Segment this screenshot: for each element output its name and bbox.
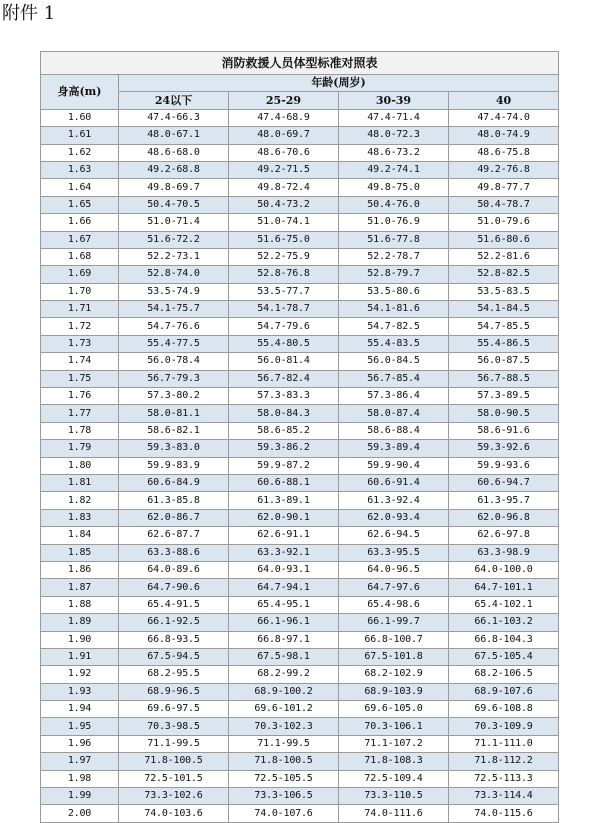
range-40: 56.0-87.5 [449, 353, 559, 370]
range-30-39: 52.2-78.7 [339, 248, 449, 265]
range-under-24: 65.4-91.5 [119, 596, 229, 613]
range-40: 49.2-76.8 [449, 161, 559, 178]
range-25-29: 52.2-75.9 [229, 248, 339, 265]
range-under-24: 69.6-97.5 [119, 701, 229, 718]
range-under-24: 62.6-87.7 [119, 527, 229, 544]
table-row [41, 266, 559, 283]
range-40: 61.3-95.7 [449, 492, 559, 509]
range-25-29: 62.6-91.1 [229, 527, 339, 544]
range-40: 51.6-80.6 [449, 231, 559, 248]
table-row [41, 544, 559, 561]
table-row [41, 248, 559, 265]
range-30-39: 66.8-100.7 [339, 631, 449, 648]
range-25-29: 71.1-99.5 [229, 735, 339, 752]
range-40: 52.2-81.6 [449, 248, 559, 265]
range-30-39: 66.1-99.7 [339, 614, 449, 631]
range-under-24: 50.4-70.5 [119, 196, 229, 213]
range-under-24: 63.3-88.6 [119, 544, 229, 561]
range-under-24: 73.3-102.6 [119, 788, 229, 805]
range-30-39: 59.9-90.4 [339, 457, 449, 474]
range-25-29: 69.6-101.2 [229, 701, 339, 718]
range-40: 68.9-107.6 [449, 683, 559, 700]
range-under-24: 57.3-80.2 [119, 388, 229, 405]
range-30-39: 47.4-71.4 [339, 109, 449, 126]
table-row [41, 753, 559, 770]
range-25-29: 53.5-77.7 [229, 283, 339, 300]
height-cell: 1.73 [41, 335, 119, 352]
range-30-39: 49.8-75.0 [339, 179, 449, 196]
range-25-29: 67.5-98.1 [229, 648, 339, 665]
range-25-29: 51.6-75.0 [229, 231, 339, 248]
table-row [41, 509, 559, 526]
range-30-39: 67.5-101.8 [339, 648, 449, 665]
table-row [41, 214, 559, 231]
range-40: 59.9-93.6 [449, 457, 559, 474]
height-cell: 1.97 [41, 753, 119, 770]
height-cell: 1.94 [41, 701, 119, 718]
range-30-39: 65.4-98.6 [339, 596, 449, 613]
range-under-24: 54.7-76.6 [119, 318, 229, 335]
height-cell: 1.65 [41, 196, 119, 213]
table-title: 消防救援人员体型标准对照表 [41, 52, 559, 75]
height-cell: 1.90 [41, 631, 119, 648]
range-25-29: 61.3-89.1 [229, 492, 339, 509]
height-cell: 1.74 [41, 353, 119, 370]
table-row [41, 561, 559, 578]
range-25-29: 72.5-105.5 [229, 770, 339, 787]
range-25-29: 49.8-72.4 [229, 179, 339, 196]
range-under-24: 49.8-69.7 [119, 179, 229, 196]
range-under-24: 67.5-94.5 [119, 648, 229, 665]
table-body [41, 109, 559, 822]
height-cell: 1.86 [41, 561, 119, 578]
range-30-39: 51.0-76.9 [339, 214, 449, 231]
range-25-29: 66.1-96.1 [229, 614, 339, 631]
age-group-header: 年龄(周岁) [119, 75, 559, 92]
range-under-24: 51.0-71.4 [119, 214, 229, 231]
range-25-29: 58.0-84.3 [229, 405, 339, 422]
range-under-24: 56.7-79.3 [119, 370, 229, 387]
range-25-29: 56.0-81.4 [229, 353, 339, 370]
range-under-24: 64.7-90.6 [119, 579, 229, 596]
range-40: 68.2-106.5 [449, 666, 559, 683]
range-25-29: 74.0-107.6 [229, 805, 339, 822]
range-30-39: 60.6-91.4 [339, 474, 449, 491]
range-under-24: 52.8-74.0 [119, 266, 229, 283]
range-25-29: 48.0-69.7 [229, 127, 339, 144]
height-cell: 1.63 [41, 161, 119, 178]
range-30-39: 56.0-84.5 [339, 353, 449, 370]
height-cell: 1.68 [41, 248, 119, 265]
height-cell: 1.79 [41, 440, 119, 457]
range-30-39: 68.9-103.9 [339, 683, 449, 700]
range-25-29: 71.8-100.5 [229, 753, 339, 770]
table-row [41, 788, 559, 805]
height-cell: 1.99 [41, 788, 119, 805]
range-30-39: 58.0-87.4 [339, 405, 449, 422]
range-30-39: 62.0-93.4 [339, 509, 449, 526]
range-40: 53.5-83.5 [449, 283, 559, 300]
range-40: 47.4-74.0 [449, 109, 559, 126]
table-row [41, 109, 559, 126]
range-40: 54.1-84.5 [449, 301, 559, 318]
range-under-24: 52.2-73.1 [119, 248, 229, 265]
range-under-24: 53.5-74.9 [119, 283, 229, 300]
range-25-29: 59.9-87.2 [229, 457, 339, 474]
range-30-39: 54.1-81.6 [339, 301, 449, 318]
height-cell: 1.70 [41, 283, 119, 300]
table-row [41, 388, 559, 405]
range-25-29: 55.4-80.5 [229, 335, 339, 352]
range-40: 72.5-113.3 [449, 770, 559, 787]
height-cell: 1.75 [41, 370, 119, 387]
range-25-29: 51.0-74.1 [229, 214, 339, 231]
range-40: 59.3-92.6 [449, 440, 559, 457]
range-under-24: 74.0-103.6 [119, 805, 229, 822]
table-row [41, 370, 559, 387]
range-40: 49.8-77.7 [449, 179, 559, 196]
range-30-39: 57.3-86.4 [339, 388, 449, 405]
range-30-39: 69.6-105.0 [339, 701, 449, 718]
height-cell: 1.62 [41, 144, 119, 161]
range-under-24: 58.6-82.1 [119, 422, 229, 439]
range-40: 48.0-74.9 [449, 127, 559, 144]
attachment-label: 附件 1 [2, 3, 56, 24]
range-30-39: 48.6-73.2 [339, 144, 449, 161]
height-cell: 1.81 [41, 474, 119, 491]
range-25-29: 54.1-78.7 [229, 301, 339, 318]
table-row [41, 527, 559, 544]
height-cell: 1.89 [41, 614, 119, 631]
range-25-29: 73.3-106.5 [229, 788, 339, 805]
height-cell: 1.78 [41, 422, 119, 439]
range-30-39: 50.4-76.0 [339, 196, 449, 213]
range-25-29: 62.0-90.1 [229, 509, 339, 526]
range-25-29: 52.8-76.8 [229, 266, 339, 283]
range-25-29: 54.7-79.6 [229, 318, 339, 335]
table-row [41, 701, 559, 718]
height-cell: 1.64 [41, 179, 119, 196]
table-row [41, 353, 559, 370]
range-40: 58.6-91.6 [449, 422, 559, 439]
range-30-39: 71.8-108.3 [339, 753, 449, 770]
range-40: 54.7-85.5 [449, 318, 559, 335]
height-cell: 1.84 [41, 527, 119, 544]
range-30-39: 56.7-85.4 [339, 370, 449, 387]
table-row [41, 683, 559, 700]
range-under-24: 58.0-81.1 [119, 405, 229, 422]
range-40: 65.4-102.1 [449, 596, 559, 613]
range-30-39: 73.3-110.5 [339, 788, 449, 805]
table-row [41, 301, 559, 318]
table-row [41, 631, 559, 648]
range-30-39: 53.5-80.6 [339, 283, 449, 300]
range-under-24: 66.1-92.5 [119, 614, 229, 631]
age-group-25-29: 25-29 [229, 92, 339, 109]
table-row [41, 596, 559, 613]
range-40: 57.3-89.5 [449, 388, 559, 405]
table-row [41, 805, 559, 822]
range-25-29: 50.4-73.2 [229, 196, 339, 213]
table-row [41, 440, 559, 457]
range-25-29: 64.0-93.1 [229, 561, 339, 578]
range-under-24: 49.2-68.8 [119, 161, 229, 178]
age-group-under-24: 24以下 [119, 92, 229, 109]
range-under-24: 71.8-100.5 [119, 753, 229, 770]
range-25-29: 68.2-99.2 [229, 666, 339, 683]
range-under-24: 72.5-101.5 [119, 770, 229, 787]
range-40: 62.6-97.8 [449, 527, 559, 544]
height-cell: 2.00 [41, 805, 119, 822]
range-30-39: 70.3-106.1 [339, 718, 449, 735]
height-cell: 1.82 [41, 492, 119, 509]
range-30-39: 59.3-89.4 [339, 440, 449, 457]
range-30-39: 55.4-83.5 [339, 335, 449, 352]
height-cell: 1.60 [41, 109, 119, 126]
range-30-39: 61.3-92.4 [339, 492, 449, 509]
range-under-24: 62.0-86.7 [119, 509, 229, 526]
range-under-24: 56.0-78.4 [119, 353, 229, 370]
height-cell: 1.93 [41, 683, 119, 700]
height-cell: 1.88 [41, 596, 119, 613]
range-under-24: 47.4-66.3 [119, 109, 229, 126]
range-under-24: 68.9-96.5 [119, 683, 229, 700]
range-under-24: 61.3-85.8 [119, 492, 229, 509]
table-row [41, 648, 559, 665]
range-25-29: 60.6-88.1 [229, 474, 339, 491]
range-25-29: 63.3-92.1 [229, 544, 339, 561]
range-30-39: 52.8-79.7 [339, 266, 449, 283]
range-25-29: 48.6-70.6 [229, 144, 339, 161]
range-40: 67.5-105.4 [449, 648, 559, 665]
height-cell: 1.95 [41, 718, 119, 735]
height-cell: 1.91 [41, 648, 119, 665]
table-row [41, 127, 559, 144]
height-cell: 1.69 [41, 266, 119, 283]
range-40: 52.8-82.5 [449, 266, 559, 283]
table-row [41, 405, 559, 422]
table-row [41, 474, 559, 491]
range-40: 66.8-104.3 [449, 631, 559, 648]
table-row [41, 614, 559, 631]
range-30-39: 71.1-107.2 [339, 735, 449, 752]
height-cell: 1.77 [41, 405, 119, 422]
range-40: 56.7-88.5 [449, 370, 559, 387]
range-under-24: 51.6-72.2 [119, 231, 229, 248]
range-under-24: 55.4-77.5 [119, 335, 229, 352]
table-row [41, 457, 559, 474]
table-row [41, 492, 559, 509]
range-under-24: 59.9-83.9 [119, 457, 229, 474]
height-cell: 1.72 [41, 318, 119, 335]
table-row [41, 718, 559, 735]
table-row [41, 579, 559, 596]
table-row [41, 422, 559, 439]
range-40: 74.0-115.6 [449, 805, 559, 822]
range-30-39: 64.0-96.5 [339, 561, 449, 578]
range-40: 51.0-79.6 [449, 214, 559, 231]
table-row [41, 161, 559, 178]
range-under-24: 66.8-93.5 [119, 631, 229, 648]
range-25-29: 49.2-71.5 [229, 161, 339, 178]
table-row [41, 735, 559, 752]
range-25-29: 65.4-95.1 [229, 596, 339, 613]
range-under-24: 68.2-95.5 [119, 666, 229, 683]
table-row [41, 283, 559, 300]
table-row [41, 335, 559, 352]
range-30-39: 62.6-94.5 [339, 527, 449, 544]
range-40: 69.6-108.8 [449, 701, 559, 718]
range-25-29: 59.3-86.2 [229, 440, 339, 457]
range-25-29: 57.3-83.3 [229, 388, 339, 405]
range-40: 73.3-114.4 [449, 788, 559, 805]
height-cell: 1.83 [41, 509, 119, 526]
range-under-24: 60.6-84.9 [119, 474, 229, 491]
range-25-29: 56.7-82.4 [229, 370, 339, 387]
range-30-39: 51.6-77.8 [339, 231, 449, 248]
height-cell: 1.66 [41, 214, 119, 231]
range-25-29: 58.6-85.2 [229, 422, 339, 439]
range-under-24: 48.6-68.0 [119, 144, 229, 161]
age-group-30-39: 30-39 [339, 92, 449, 109]
range-40: 55.4-86.5 [449, 335, 559, 352]
height-cell: 1.71 [41, 301, 119, 318]
height-cell: 1.80 [41, 457, 119, 474]
range-40: 62.0-96.8 [449, 509, 559, 526]
range-under-24: 54.1-75.7 [119, 301, 229, 318]
range-25-29: 70.3-102.3 [229, 718, 339, 735]
range-30-39: 64.7-97.6 [339, 579, 449, 596]
range-40: 48.6-75.8 [449, 144, 559, 161]
table-row [41, 144, 559, 161]
table-row [41, 231, 559, 248]
range-40: 70.3-109.9 [449, 718, 559, 735]
range-40: 66.1-103.2 [449, 614, 559, 631]
range-40: 60.6-94.7 [449, 474, 559, 491]
range-30-39: 58.6-88.4 [339, 422, 449, 439]
range-40: 63.3-98.9 [449, 544, 559, 561]
table-row [41, 179, 559, 196]
range-25-29: 66.8-97.1 [229, 631, 339, 648]
range-25-29: 64.7-94.1 [229, 579, 339, 596]
range-30-39: 63.3-95.5 [339, 544, 449, 561]
range-40: 71.8-112.2 [449, 753, 559, 770]
range-40: 64.0-100.0 [449, 561, 559, 578]
height-cell: 1.96 [41, 735, 119, 752]
range-under-24: 48.0-67.1 [119, 127, 229, 144]
height-cell: 1.61 [41, 127, 119, 144]
table-row [41, 770, 559, 787]
age-group-40: 40 [449, 92, 559, 109]
range-under-24: 64.0-89.6 [119, 561, 229, 578]
height-cell: 1.67 [41, 231, 119, 248]
body-type-standard-table [40, 51, 559, 823]
height-column-header: 身高(m) [41, 75, 119, 110]
range-40: 58.0-90.5 [449, 405, 559, 422]
height-cell: 1.87 [41, 579, 119, 596]
range-30-39: 54.7-82.5 [339, 318, 449, 335]
table-row [41, 318, 559, 335]
range-30-39: 72.5-109.4 [339, 770, 449, 787]
range-40: 64.7-101.1 [449, 579, 559, 596]
range-under-24: 70.3-98.5 [119, 718, 229, 735]
table-row [41, 196, 559, 213]
range-30-39: 49.2-74.1 [339, 161, 449, 178]
range-25-29: 47.4-68.9 [229, 109, 339, 126]
range-30-39: 74.0-111.6 [339, 805, 449, 822]
range-under-24: 71.1-99.5 [119, 735, 229, 752]
range-40: 71.1-111.0 [449, 735, 559, 752]
height-cell: 1.92 [41, 666, 119, 683]
range-under-24: 59.3-83.0 [119, 440, 229, 457]
table-row [41, 666, 559, 683]
range-30-39: 48.0-72.3 [339, 127, 449, 144]
height-cell: 1.85 [41, 544, 119, 561]
range-40: 50.4-78.7 [449, 196, 559, 213]
height-cell: 1.98 [41, 770, 119, 787]
range-25-29: 68.9-100.2 [229, 683, 339, 700]
height-cell: 1.76 [41, 388, 119, 405]
range-30-39: 68.2-102.9 [339, 666, 449, 683]
